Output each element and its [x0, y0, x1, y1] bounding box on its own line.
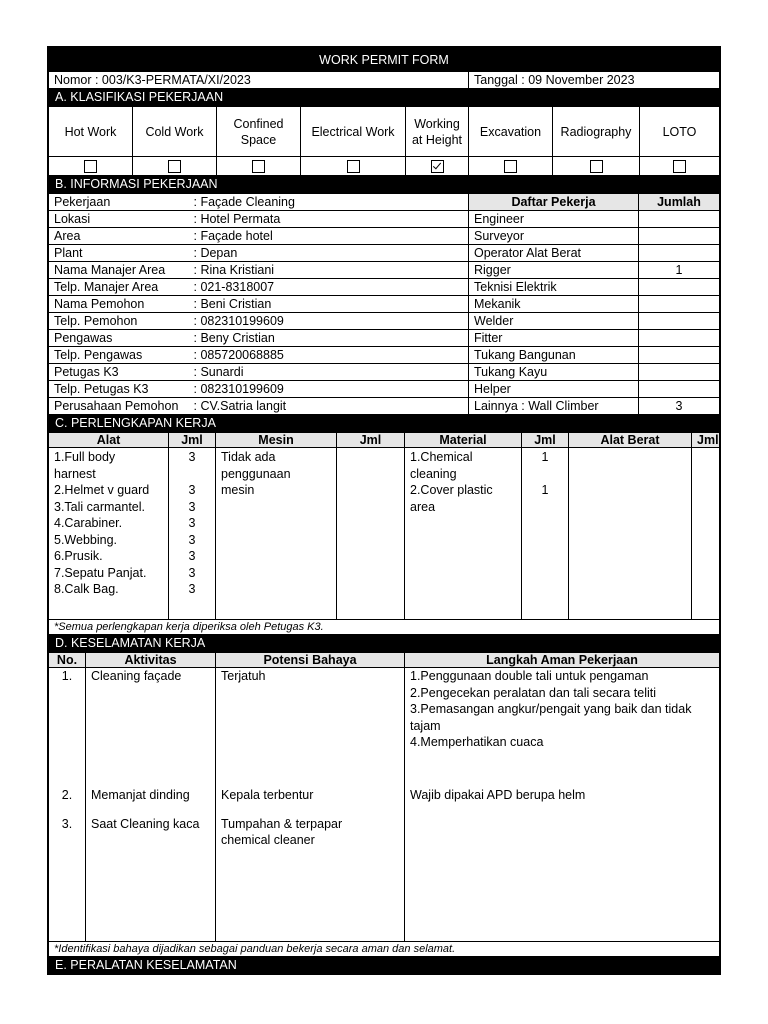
list-item: 3 — [188, 516, 196, 530]
section-c-heading: C. PERLENGKAPAN KERJA — [49, 415, 720, 432]
work-permit-form — [47, 46, 721, 975]
worker-type: Tukang Bangunan — [469, 347, 639, 364]
step-line: 3.Pemasangan angkur/pengait yang baik dan tidak — [410, 702, 692, 716]
info-label: Area — [49, 228, 189, 245]
list-item: 7.Sepatu Panjat. — [54, 565, 147, 580]
worker-count: 1 — [639, 262, 720, 279]
info-value: : Rina Kristiani — [189, 262, 469, 279]
classification-table — [48, 106, 720, 193]
hazard-line: Tumpahan & terpapar — [221, 816, 343, 831]
list-item: penggunaan — [221, 466, 291, 481]
safety-hazard — [216, 668, 405, 783]
info-row — [49, 330, 720, 347]
list-item: 2.Cover plastic — [410, 483, 493, 497]
alat-list — [49, 448, 169, 620]
step-line: 1.Penggunaan double tali untuk pengaman — [410, 669, 649, 683]
worker-count — [639, 381, 720, 398]
info-row — [49, 262, 720, 279]
equipment-header: Mesin — [216, 433, 337, 448]
list-item: 1.Full body — [54, 450, 116, 464]
safety-activity: Cleaning façade — [86, 668, 216, 783]
equipment-header: Material — [405, 433, 522, 448]
worker-count — [639, 228, 720, 245]
work-type-label: Hot Work — [49, 107, 133, 157]
worker-count — [639, 279, 720, 296]
worker-type: Rigger — [469, 262, 639, 279]
work-type-cell — [553, 157, 640, 176]
list-item: 1 — [541, 450, 549, 464]
info-value: : Sunardi — [189, 364, 469, 381]
list-item: 5.Webbing. — [54, 532, 118, 547]
list-item: 3 — [188, 532, 196, 547]
info-label: Telp. Petugas K3 — [49, 381, 189, 398]
section-e-heading: E. PERALATAN KESELAMATAN — [49, 957, 720, 974]
worker-type: Lainnya : Wall Climber — [469, 398, 639, 415]
safety-no: 3. — [49, 816, 86, 942]
safety-row — [49, 668, 720, 783]
worker-count — [639, 296, 720, 313]
info-label: Telp. Manajer Area — [49, 279, 189, 296]
worker-count — [639, 330, 720, 347]
worker-count: 3 — [639, 398, 720, 415]
list-item: 3 — [188, 450, 196, 464]
safety-note: *Identifikasi bahaya dijadikan sebagai panduan bekerja secara aman dan selamat. — [49, 942, 720, 957]
work-type-label: Confined Space — [217, 107, 301, 157]
worker-type: Teknisi Elektrik — [469, 279, 639, 296]
safety-header: No. — [49, 653, 86, 668]
form-title: WORK PERMIT FORM — [49, 48, 720, 72]
safety-table — [48, 652, 720, 974]
work-type-checkbox[interactable] — [431, 160, 444, 173]
hazard-line: Kepala terbentur — [221, 787, 314, 802]
alat-berat-list — [569, 448, 692, 620]
work-type-checkbox[interactable] — [504, 160, 517, 173]
safety-no: 2. — [49, 783, 86, 816]
list-item: 2.Helmet v guard — [54, 483, 150, 497]
list-item: harnest — [54, 466, 96, 481]
work-type-label: Excavation — [469, 107, 553, 157]
info-row — [49, 398, 720, 415]
worker-type: Tukang Kayu — [469, 364, 639, 381]
nomor-field: Nomor : 003/K3-PERMATA/XI/2023 — [49, 72, 469, 89]
worker-count — [639, 313, 720, 330]
info-row — [49, 228, 720, 245]
info-row — [49, 347, 720, 364]
equipment-header: Alat Berat — [569, 433, 692, 448]
section-b-heading: B. INFORMASI PEKERJAAN — [49, 176, 720, 193]
info-value: : Façade hotel — [189, 228, 469, 245]
step-line: 4.Memperhatikan cuaca — [410, 735, 544, 749]
safety-steps — [405, 816, 720, 942]
list-item: cleaning — [410, 466, 457, 481]
info-row — [49, 381, 720, 398]
material-list — [405, 448, 522, 620]
work-type-cell — [217, 157, 301, 176]
mesin-list — [216, 448, 337, 620]
list-item: 3.Tali carmantel. — [54, 499, 146, 514]
equipment-header: Jml — [522, 433, 569, 448]
worker-type: Operator Alat Berat — [469, 245, 639, 262]
hazard-line: Terjatuh — [221, 669, 266, 683]
safety-activity: Memanjat dinding — [86, 783, 216, 816]
info-label: Lokasi — [49, 211, 189, 228]
worker-count — [639, 347, 720, 364]
step-line: 2.Pengecekan peralatan dan tali secara teliti — [410, 685, 656, 700]
section-d-heading: D. KESELAMATAN KERJA — [49, 635, 720, 652]
info-value: : 085720068885 — [189, 347, 469, 364]
work-type-cell — [640, 157, 720, 176]
list-item: 1.Chemical — [410, 450, 473, 464]
safety-hazard — [216, 783, 405, 816]
work-type-label: Radiography — [553, 107, 640, 157]
safety-hazard — [216, 816, 405, 942]
list-item: mesin — [221, 483, 255, 497]
info-row — [49, 364, 720, 381]
info-value: : Hotel Permata — [189, 211, 469, 228]
tanggal-field: Tanggal : 09 November 2023 — [469, 72, 720, 89]
worker-type: Welder — [469, 313, 639, 330]
jumlah-header: Jumlah — [639, 194, 720, 211]
work-type-checkbox[interactable] — [347, 160, 360, 173]
mesin-jml-list — [337, 448, 405, 620]
work-type-checkbox[interactable] — [168, 160, 181, 173]
equipment-header: Alat — [49, 433, 169, 448]
header-table — [48, 47, 720, 106]
info-value: : 082310199609 — [189, 313, 469, 330]
info-label: Telp. Pengawas — [49, 347, 189, 364]
safety-header: Langkah Aman Pekerjaan — [405, 653, 720, 668]
safety-row — [49, 783, 720, 816]
work-type-label: Cold Work — [133, 107, 217, 157]
equipment-header: Jml — [337, 433, 405, 448]
info-label: Petugas K3 — [49, 364, 189, 381]
work-type-label: LOTO — [640, 107, 720, 157]
safety-steps — [405, 668, 720, 783]
list-item: 1 — [541, 483, 549, 497]
work-type-checkbox[interactable] — [252, 160, 265, 173]
material-jml-list — [522, 448, 569, 620]
info-value: : Beny Cristian — [189, 330, 469, 347]
info-label: Nama Manajer Area — [49, 262, 189, 279]
work-type-cell — [133, 157, 217, 176]
info-value: : 082310199609 — [189, 381, 469, 398]
info-row — [49, 313, 720, 330]
list-item — [527, 466, 563, 483]
work-type-cell — [301, 157, 406, 176]
info-label: Pekerjaan — [49, 194, 189, 211]
info-label: Nama Pemohon — [49, 296, 189, 313]
worker-type: Helper — [469, 381, 639, 398]
info-row — [49, 245, 720, 262]
work-type-cell — [469, 157, 553, 176]
hazard-line: chemical cleaner — [221, 833, 315, 847]
info-label: Pengawas — [49, 330, 189, 347]
info-row — [49, 194, 720, 211]
worker-count — [639, 245, 720, 262]
job-info-table — [48, 193, 720, 432]
work-type-checkbox[interactable] — [84, 160, 97, 173]
list-item — [174, 466, 210, 483]
list-item: 3 — [188, 565, 196, 580]
list-item: 3 — [188, 483, 196, 497]
work-type-label: Working at Height — [406, 107, 469, 157]
worker-count — [639, 364, 720, 381]
info-value: : Depan — [189, 245, 469, 262]
safety-steps — [405, 783, 720, 816]
list-item: 3 — [188, 499, 196, 514]
work-type-checkbox[interactable] — [673, 160, 686, 173]
step-line: tajam — [410, 718, 441, 733]
list-item: area — [410, 499, 436, 514]
step-line: Wajib dipakai APD berupa helm — [410, 787, 586, 802]
info-row — [49, 279, 720, 296]
equipment-table — [48, 432, 720, 652]
safety-activity: Saat Cleaning kaca — [86, 816, 216, 942]
equipment-note: *Semua perlengkapan kerja diperiksa oleh Petugas K3. — [49, 620, 720, 635]
list-item: 4.Carabiner. — [54, 516, 123, 530]
work-type-label: Electrical Work — [301, 107, 406, 157]
worker-type: Surveyor — [469, 228, 639, 245]
info-label: Perusahaan Pemohon — [49, 398, 189, 415]
info-value: : Façade Cleaning — [189, 194, 469, 211]
info-label: Telp. Pemohon — [49, 313, 189, 330]
alat-berat-jml-list — [692, 448, 720, 620]
list-item — [527, 499, 563, 516]
work-type-cell — [406, 157, 469, 176]
list-item: Tidak ada — [221, 450, 276, 464]
worker-type: Mekanik — [469, 296, 639, 313]
work-type-checkbox[interactable] — [590, 160, 603, 173]
safety-header: Aktivitas — [86, 653, 216, 668]
work-type-cell — [49, 157, 133, 176]
equipment-header: Jml — [692, 433, 720, 448]
info-row — [49, 211, 720, 228]
list-item: 6.Prusik. — [54, 549, 103, 563]
safety-row — [49, 816, 720, 942]
info-row — [49, 296, 720, 313]
worker-type: Engineer — [469, 211, 639, 228]
safety-header: Potensi Bahaya — [216, 653, 405, 668]
info-label: Plant — [49, 245, 189, 262]
list-item: 3 — [188, 549, 196, 563]
list-item: 8.Calk Bag. — [54, 582, 119, 596]
section-a-heading: A. KLASIFIKASI PEKERJAAN — [49, 89, 720, 106]
info-value: : 021-8318007 — [189, 279, 469, 296]
daftar-pekerja-header: Daftar Pekerja — [469, 194, 639, 211]
list-item: 3 — [188, 582, 196, 596]
equipment-header: Jml — [169, 433, 216, 448]
alat-jml-list — [169, 448, 216, 620]
info-value: : Beni Cristian — [189, 296, 469, 313]
safety-no: 1. — [49, 668, 86, 783]
info-value: : CV.Satria langit — [189, 398, 469, 415]
worker-type: Fitter — [469, 330, 639, 347]
worker-count — [639, 211, 720, 228]
